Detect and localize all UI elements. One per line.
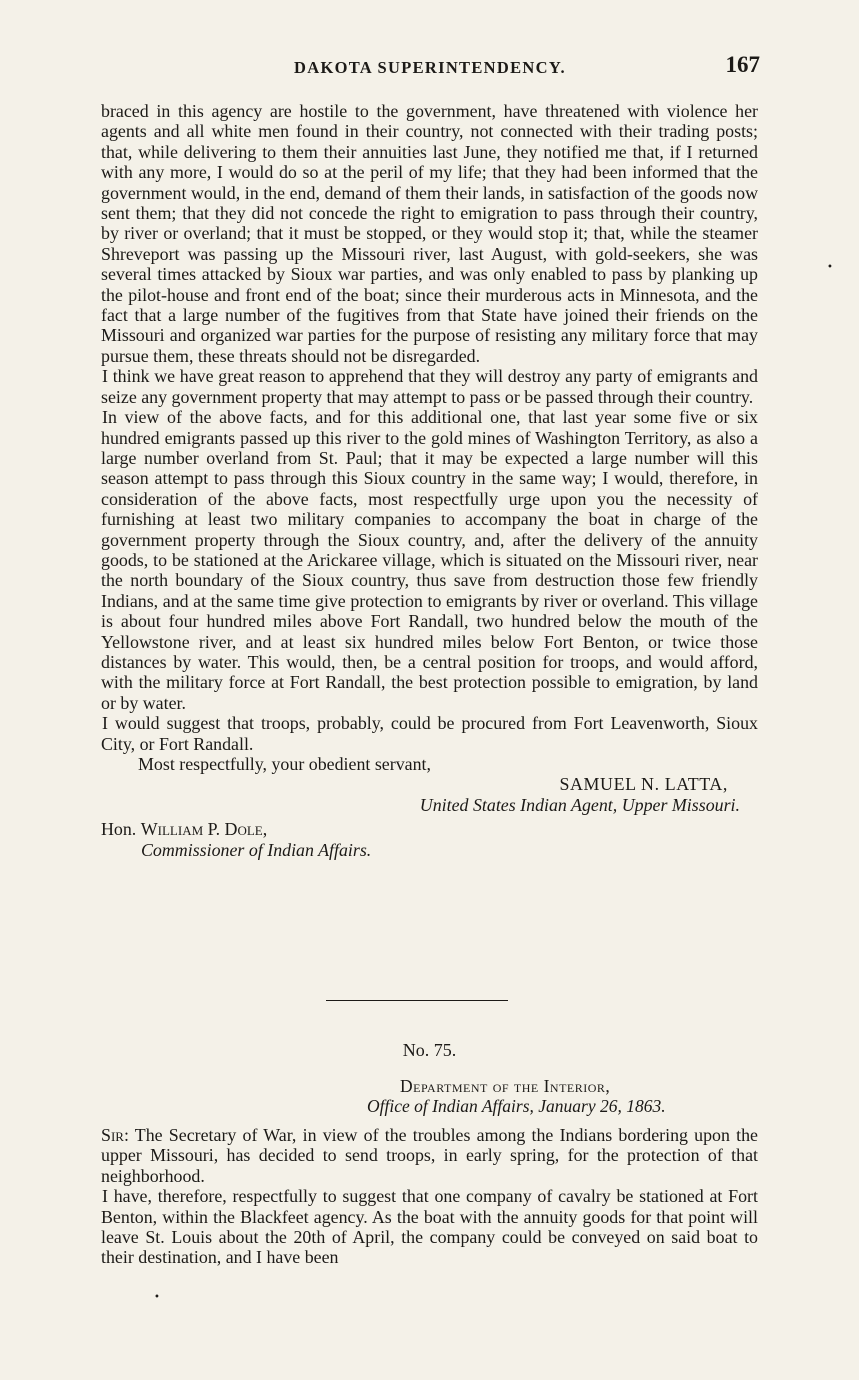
paragraph-2: I think we have great reason to apprehend that they will destroy any party of emigrants and seize any government property that may attempt to pass or be passed through their country. xyxy=(101,366,758,407)
page-number: 167 xyxy=(725,52,760,77)
department-heading: Department of the Interior, xyxy=(400,1076,611,1096)
running-head: DAKOTA SUPERINTENDENCY. xyxy=(294,58,566,77)
paragraph-4: I would suggest that troops, probably, could be procured from Fort Leavenworth, Sioux City, or Fort Randall. xyxy=(101,713,758,754)
signature-name: SAMUEL N. LATTA, xyxy=(559,774,728,795)
paragraph-1: braced in this agency are hostile to the government, have threatened with violence her agents and all white men found in their country, not connected with their trading posts; that, while delivering to them their annuities last June, they notified me that, if I returned with any more, I would do so at the peril of my life; that they had been informed that the government would, in the end, demand of them their lands, in satisfaction of the goods now sent them; that they did not concede the right to emigration to pass through their country, by river or overland; that it must be stopped, or they would stop it; that, while the steamer Shreveport was passing up the Missouri river, last August, with gold-seekers, she was several times attacked by Sioux war parties, and was only enabled to pass by planking up the pilot-house and front end of the boat; since their murderous acts in Minnesota, and the fact that a large number of the fugitives from that State have joined their friends on the Missouri and organized war parties for the purpose of resisting any military force that may pursue them, these threats should not be disregarded. xyxy=(101,101,758,366)
letter-2-body xyxy=(101,1125,758,1268)
signature-title: United States Indian Agent, Upper Missouri. xyxy=(419,794,740,815)
letter-2-paragraph-2: I have, therefore, respectfully to suggest that one company of cavalry be stationed at Fort Benton, within the Blackfeet agency. As the boat with the annuity goods for that point will leave St. Louis about the 20th of April, the company could be conveyed on said boat to their destination, and I have been xyxy=(101,1186,758,1268)
letter-2-paragraph-1-text: The Secretary of War, in view of the troubles among the Indians bordering upon the upper Missouri, has decided to send troops, in early spring, for the protection of that neighborhood. xyxy=(101,1125,758,1186)
margin-dot: • xyxy=(827,262,833,273)
document-number: No. 75. xyxy=(402,1040,457,1060)
addressee-line xyxy=(101,819,758,839)
letter-body xyxy=(101,101,758,860)
addressee-name: William P. Dole, xyxy=(140,819,268,840)
page-header xyxy=(100,52,760,78)
addressee-title: Commissioner of Indian Affairs. xyxy=(141,839,372,860)
closing-line: Most respectfully, your obedient servant, xyxy=(138,754,431,774)
letter-2-paragraph-1 xyxy=(101,1125,758,1186)
section-divider xyxy=(326,1000,508,1001)
salutation: Sir: xyxy=(101,1125,129,1145)
addressee-prefix: Hon. xyxy=(101,819,137,840)
paragraph-3: In view of the above facts, and for this additional one, that last year some five or six hundred emigrants passed up this river to the gold mines of Washington Territory, as also a large number overland from St. Paul; that it may be expected a large number will this season attempt to pass through this Sioux country in the same way; I would, therefore, in consideration of the above facts, most respectfully urge upon you the necessity of furnishing at least two military companies to accompany the boat in charge of the government property through the Sioux country, and, after the delivery of the annuity goods, to be stationed at the Arickaree village, which is situated on the Missouri river, near the north boundary of the Sioux country, thus save from destruction those few friendly Indians, and at the same time give protection to emigrants by river or overland. This village is about four hundred miles above Fort Randall, two hundred below the mouth of the Yellowstone river, and at least six hundred miles below Fort Benton, or twice those distances by water. This would, then, be a central position for troops, and would afford, with the military force at Fort Randall, the best protection possible to emigration, by land or by water. xyxy=(101,407,758,713)
margin-dot: • xyxy=(154,1292,160,1303)
office-date-line: Office of Indian Affairs, January 26, 1863. xyxy=(367,1096,666,1116)
